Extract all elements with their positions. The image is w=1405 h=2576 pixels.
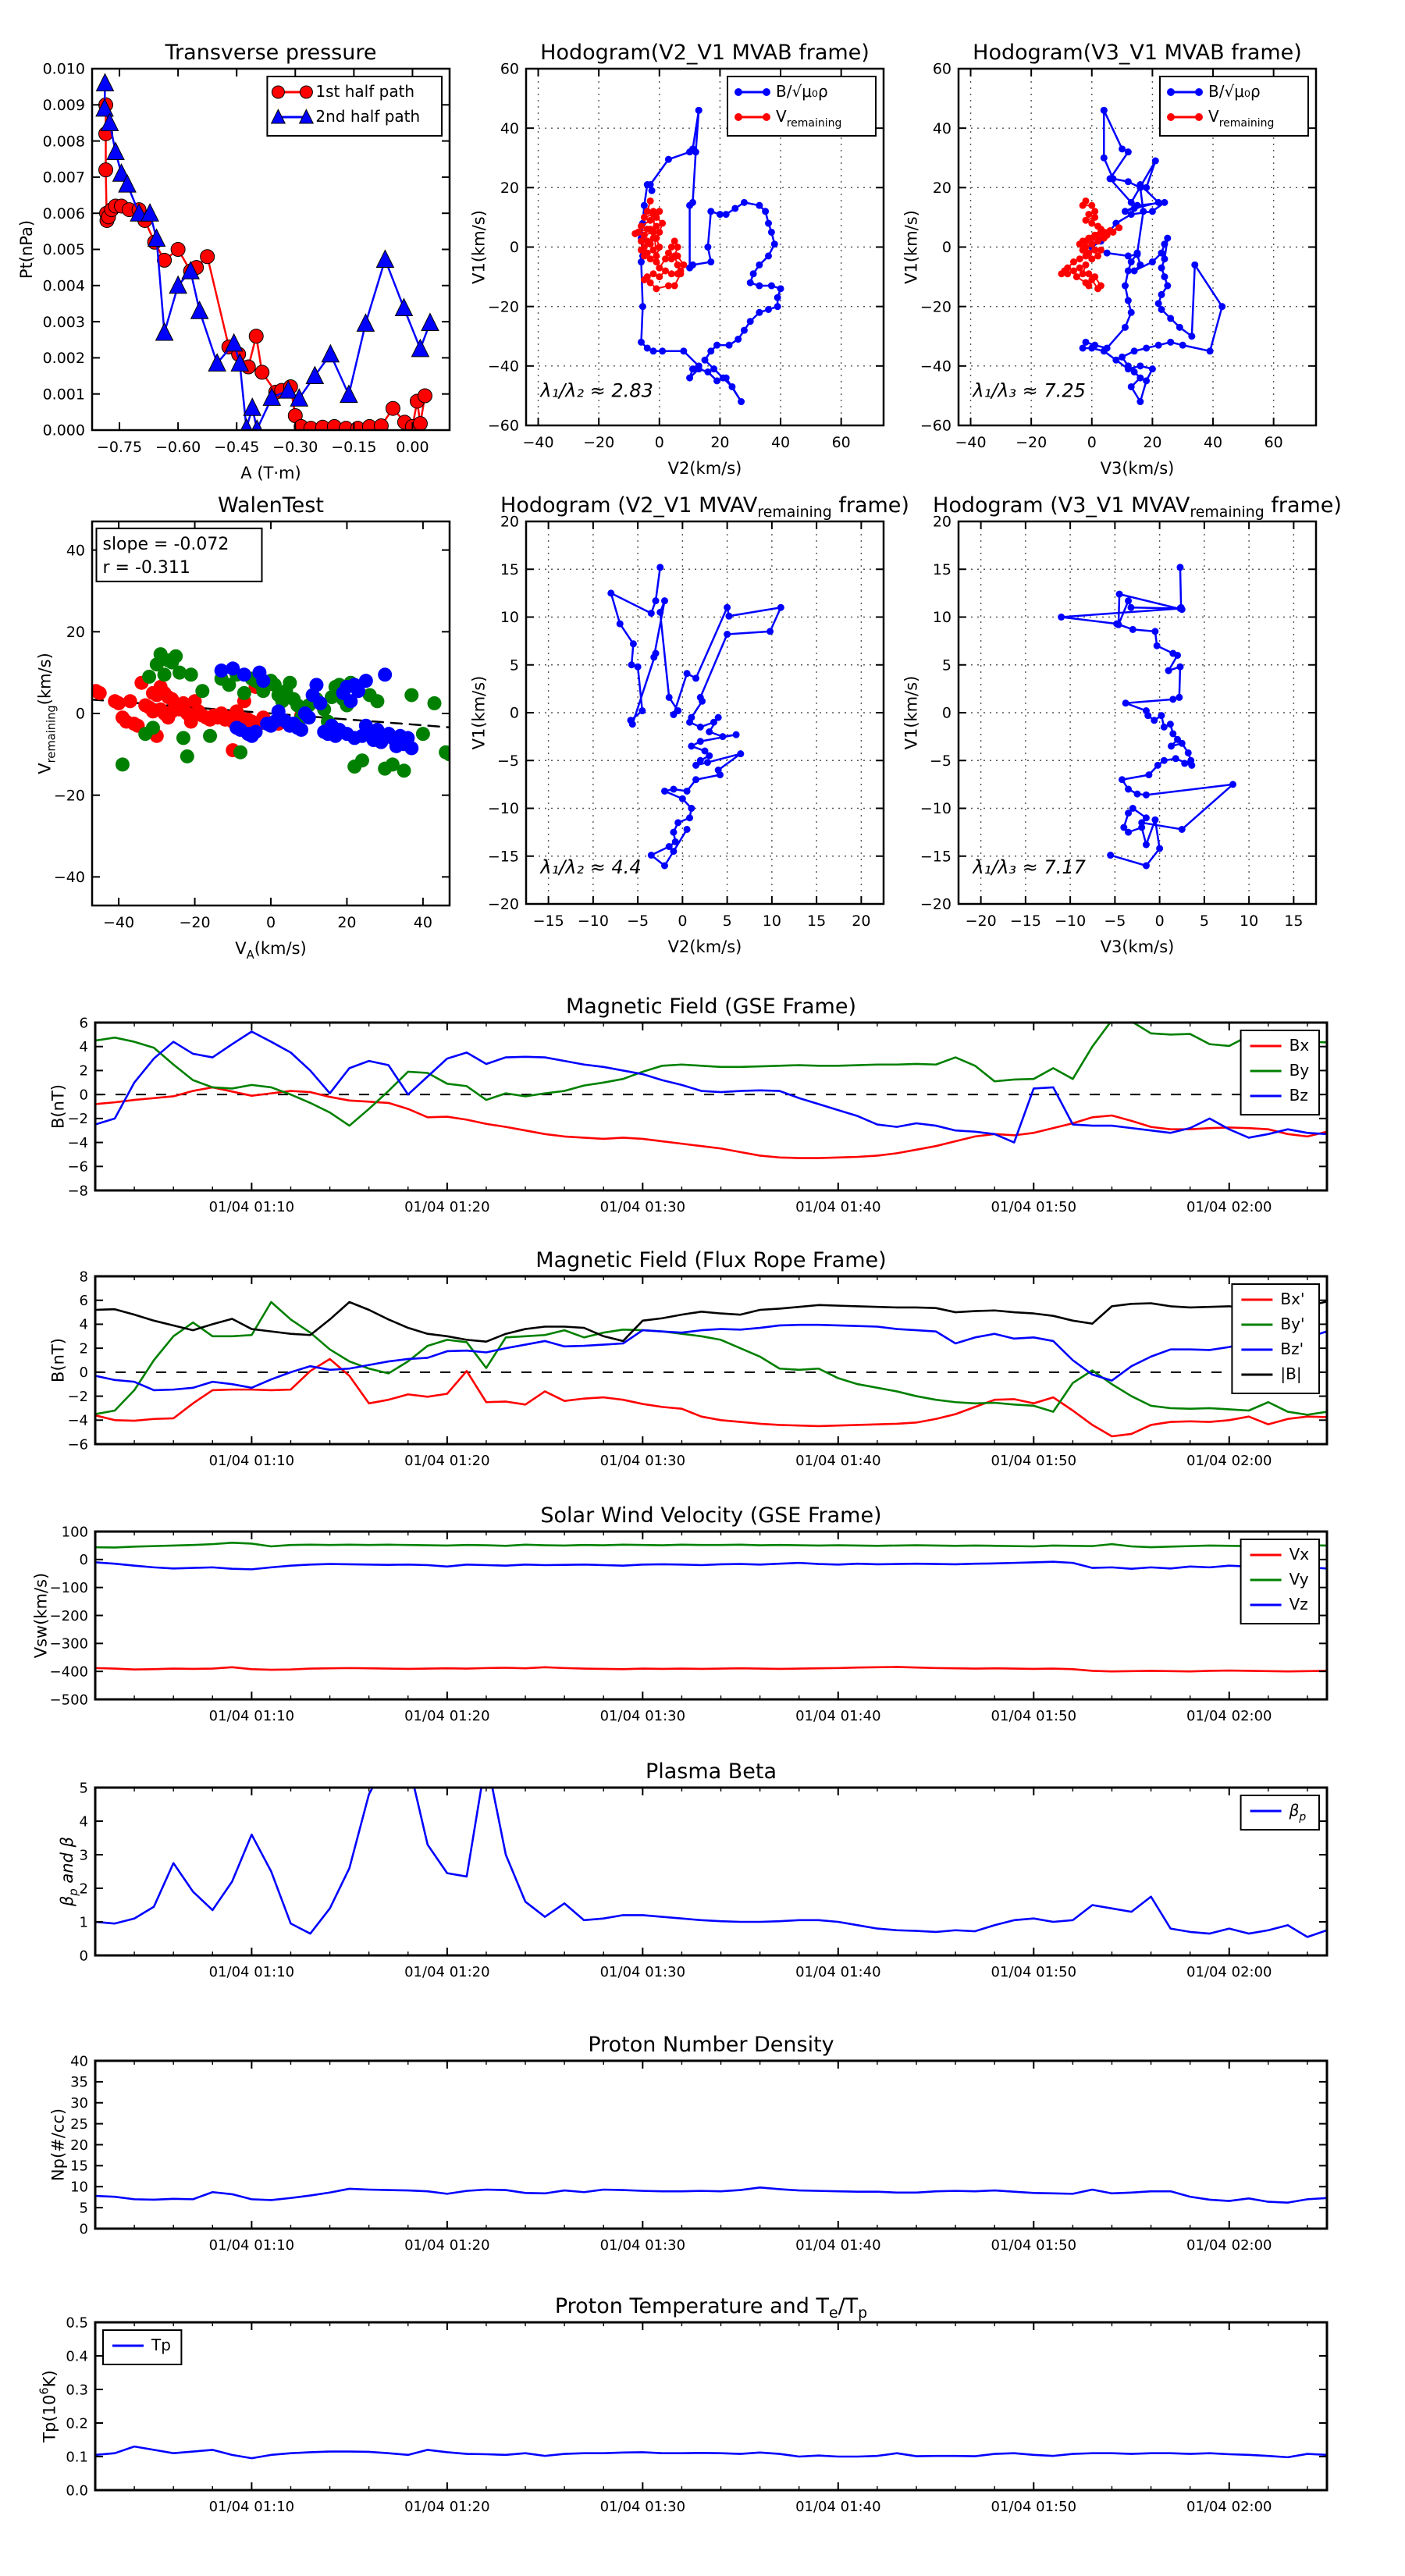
svg-text:5: 5: [79, 1780, 88, 1797]
hodogram-v2v1-mvab-ylabel: V1(km/s): [469, 210, 489, 284]
svg-text:01/04 01:50: 01/04 01:50: [991, 1199, 1077, 1215]
svg-text:6: 6: [79, 1293, 88, 1310]
svg-text:01/04 02:00: 01/04 02:00: [1186, 2499, 1272, 2515]
svg-text:35: 35: [70, 2074, 88, 2091]
svg-text:Bz: Bz: [1289, 1086, 1308, 1105]
svg-text:0: 0: [79, 1364, 88, 1382]
svg-text:01/04 01:50: 01/04 01:50: [991, 1453, 1077, 1469]
svg-text:0: 0: [1154, 913, 1165, 930]
magnetic-field-gse-ylabel: B(nT): [48, 1084, 68, 1129]
svg-text:2nd half path: 2nd half path: [315, 107, 421, 126]
svg-text:20: 20: [337, 914, 357, 931]
svg-text:20: 20: [710, 434, 730, 451]
svg-text:01/04 01:30: 01/04 01:30: [599, 2499, 686, 2515]
svg-text:0.2: 0.2: [66, 2415, 88, 2432]
svg-text:01/04 01:40: 01/04 01:40: [795, 1964, 881, 1980]
svg-text:40: 40: [413, 914, 432, 931]
magnetic-field-flux-rope-title: Magnetic Field (Flux Rope Frame): [535, 1248, 887, 1272]
proton-number-density-ylabel: Np(#/cc): [48, 2108, 68, 2182]
svg-text:−60: −60: [487, 417, 519, 435]
transverse-pressure-title: Transverse pressure: [165, 41, 377, 65]
svg-text:B/√μ₀ρ: B/√μ₀ρ: [776, 82, 828, 101]
svg-text:3: 3: [79, 1847, 88, 1864]
svg-text:15: 15: [807, 913, 827, 930]
svg-text:Bx: Bx: [1289, 1036, 1310, 1055]
svg-text:40: 40: [70, 2053, 88, 2070]
svg-text:0.1: 0.1: [66, 2449, 88, 2466]
svg-text:−0.75: −0.75: [96, 439, 143, 456]
proton-temperature-legend: [103, 2330, 181, 2364]
svg-text:λ₁/λ₂ ≈ 2.83: λ₁/λ₂ ≈ 2.83: [540, 379, 653, 402]
svg-text:0.001: 0.001: [42, 386, 85, 404]
svg-text:2: 2: [79, 1880, 88, 1898]
svg-text:−15: −15: [1009, 913, 1041, 930]
walen-test-title: WalenTest: [218, 493, 324, 518]
svg-text:0.010: 0.010: [42, 60, 85, 78]
hodogram-v3v1-mvav-xlabel: V3(km/s): [1100, 938, 1175, 956]
svg-text:60: 60: [831, 434, 851, 451]
svg-text:Vz: Vz: [1289, 1595, 1308, 1614]
svg-text:B/√μ₀ρ: B/√μ₀ρ: [1208, 82, 1261, 101]
svg-text:01/04 01:10: 01/04 01:10: [208, 2237, 295, 2254]
svg-text:1: 1: [79, 1914, 88, 1931]
svg-text:01/04 01:20: 01/04 01:20: [404, 2499, 490, 2515]
svg-text:−40: −40: [522, 434, 554, 451]
svg-text:−5: −5: [627, 913, 649, 930]
svg-text:−20: −20: [919, 895, 951, 913]
svg-text:slope = -0.072: slope = -0.072: [102, 534, 229, 554]
svg-text:−20: −20: [583, 434, 615, 451]
svg-text:01/04 01:40: 01/04 01:40: [795, 1708, 881, 1724]
svg-text:−15: −15: [532, 913, 564, 930]
plasma-beta-title: Plasma Beta: [645, 1759, 777, 1784]
magnetic-field-gse-title: Magnetic Field (GSE Frame): [565, 994, 857, 1019]
svg-text:0.0: 0.0: [66, 2482, 88, 2500]
svg-text:βp: $\beta_p$: [1289, 1801, 1307, 1823]
proton-temperature-title: Proton Temperature and $T_e/T_p$: [554, 2294, 868, 2322]
svg-text:−10: −10: [577, 913, 609, 930]
svg-text:0.005: 0.005: [42, 241, 85, 259]
svg-text:By': By': [1280, 1315, 1305, 1333]
svg-text:0.007: 0.007: [42, 169, 85, 187]
plasma-beta-ylabel: $\beta_p$ and β: [57, 1837, 80, 1906]
svg-text:01/04 02:00: 01/04 02:00: [1186, 1708, 1272, 1724]
svg-text:01/04 01:50: 01/04 01:50: [991, 2237, 1077, 2254]
svg-text:8: 8: [79, 1268, 88, 1286]
svg-text:0.002: 0.002: [42, 350, 85, 368]
svg-text:60: 60: [500, 60, 519, 78]
svg-text:−100: −100: [49, 1579, 88, 1596]
svg-text:01/04 01:40: 01/04 01:40: [795, 2499, 881, 2515]
svg-text:r = -0.311: r = -0.311: [102, 557, 190, 578]
proton-number-density-title: Proton Number Density: [588, 2033, 834, 2057]
svg-text:−400: −400: [49, 1663, 88, 1681]
svg-text:−20: −20: [1016, 434, 1048, 451]
svg-text:100: 100: [61, 1524, 88, 1541]
svg-text:−20: −20: [53, 787, 85, 805]
svg-text:−20: −20: [487, 895, 519, 913]
svg-text:01/04 01:30: 01/04 01:30: [599, 1453, 686, 1469]
svg-text:Vx: Vx: [1289, 1545, 1310, 1564]
svg-text:Vremaining: $V_{remaining}$: [1208, 107, 1275, 130]
transverse-pressure-ylabel: Pt(nPa): [17, 219, 37, 279]
svg-text:−10: −10: [919, 800, 951, 818]
svg-text:−40: −40: [487, 358, 519, 375]
svg-text:−20: −20: [487, 298, 519, 316]
svg-text:Bz': Bz': [1280, 1340, 1304, 1358]
svg-text:−6: −6: [67, 1158, 88, 1176]
svg-text:0.008: 0.008: [42, 133, 85, 151]
svg-text:2: 2: [79, 1340, 88, 1357]
svg-text:0.4: 0.4: [66, 2348, 88, 2365]
svg-text:5: 5: [941, 656, 951, 674]
svg-text:60: 60: [932, 60, 951, 78]
svg-text:4: 4: [79, 1316, 88, 1333]
svg-text:5: 5: [722, 913, 732, 930]
svg-text:0: 0: [509, 704, 519, 722]
svg-text:01/04 01:10: 01/04 01:10: [208, 1964, 295, 1980]
magnetic-field-flux-rope-ylabel: B(nT): [48, 1338, 68, 1382]
hodogram-v3v1-mvab-xlabel: V3(km/s): [1100, 459, 1175, 478]
svg-text:01/04 01:40: 01/04 01:40: [795, 1453, 881, 1469]
svg-text:−0.30: −0.30: [272, 439, 318, 456]
svg-text:20: 20: [70, 2137, 88, 2154]
svg-text:01/04 01:30: 01/04 01:30: [599, 1964, 686, 1980]
svg-text:40: 40: [1203, 434, 1223, 451]
svg-text:4: 4: [79, 1813, 88, 1831]
hodogram-v2v1-mvab-xlabel: V2(km/s): [667, 459, 742, 478]
hodogram-v3v1-mvab-title: Hodogram(V3_V1 MVAB frame): [973, 41, 1302, 65]
svg-text:01/04 02:00: 01/04 02:00: [1186, 2237, 1272, 2254]
svg-text:20: 20: [852, 913, 871, 930]
svg-text:0: 0: [678, 913, 688, 930]
svg-text:λ₁/λ₃ ≈ 7.25: λ₁/λ₃ ≈ 7.25: [973, 379, 1086, 402]
svg-text:60: 60: [1264, 434, 1283, 451]
svg-text:20: 20: [66, 623, 85, 641]
svg-text:−40: −40: [53, 869, 85, 887]
svg-text:01/04 01:50: 01/04 01:50: [991, 1708, 1077, 1724]
svg-text:01/04 01:40: 01/04 01:40: [795, 2237, 881, 2254]
svg-text:−15: −15: [487, 848, 519, 866]
svg-text:−40: −40: [919, 358, 951, 375]
hodogram-v2v1-mvab-title: Hodogram(V2_V1 MVAB frame): [540, 41, 870, 65]
svg-text:0: 0: [941, 704, 951, 722]
svg-text:−2: −2: [67, 1388, 88, 1405]
solar-wind-velocity-ylabel: Vsw(km/s): [31, 1572, 51, 1659]
svg-text:01/04 02:00: 01/04 02:00: [1186, 1199, 1272, 1215]
svg-text:Vremaining: $V_{remaining}$: [776, 107, 842, 130]
svg-text:0.5: 0.5: [66, 2314, 88, 2332]
svg-text:|B|: |B|: [1280, 1364, 1302, 1383]
svg-text:20: 20: [932, 179, 951, 197]
svg-text:Tp: Tp: [151, 2336, 171, 2354]
svg-text:0: 0: [79, 1948, 88, 1965]
svg-text:40: 40: [770, 434, 791, 451]
svg-text:−0.60: −0.60: [155, 439, 201, 456]
svg-text:0: 0: [509, 239, 519, 257]
solar-wind-velocity-title: Solar Wind Velocity (GSE Frame): [540, 1503, 882, 1528]
svg-text:−20: −20: [919, 298, 951, 316]
svg-text:01/04 01:20: 01/04 01:20: [404, 2237, 490, 2254]
svg-text:20: 20: [500, 179, 519, 197]
svg-text:0: 0: [265, 914, 276, 931]
svg-text:−4: −4: [67, 1134, 88, 1151]
svg-text:01/04 01:10: 01/04 01:10: [208, 1199, 295, 1215]
svg-text:0.3: 0.3: [66, 2382, 88, 2399]
svg-text:01/04 01:30: 01/04 01:30: [599, 1708, 686, 1724]
svg-text:λ₁/λ₂ ≈ 4.4: λ₁/λ₂ ≈ 4.4: [540, 856, 642, 878]
hodogram-v3v1-mvab-ylabel: V1(km/s): [902, 210, 921, 284]
svg-text:01/04 01:20: 01/04 01:20: [404, 1964, 490, 1980]
svg-text:Bx': Bx': [1280, 1290, 1305, 1308]
svg-text:40: 40: [66, 542, 85, 560]
svg-text:10: 10: [762, 913, 781, 930]
svg-text:0.004: 0.004: [42, 277, 85, 295]
svg-text:15: 15: [70, 2158, 88, 2175]
svg-text:2: 2: [79, 1062, 88, 1080]
svg-text:−40: −40: [955, 434, 987, 451]
svg-text:10: 10: [1240, 913, 1259, 930]
svg-text:−0.45: −0.45: [214, 439, 260, 456]
walen-test-ylabel: $V_{remaining}(km/s)$: [35, 653, 59, 774]
svg-text:−0.15: −0.15: [331, 439, 377, 456]
svg-text:0: 0: [79, 1087, 88, 1104]
proton-temperature-series: [95, 2446, 1327, 2458]
svg-text:0: 0: [79, 1552, 88, 1569]
svg-text:01/04 02:00: 01/04 02:00: [1186, 1453, 1272, 1469]
svg-text:1st half path: 1st half path: [315, 82, 415, 101]
svg-text:0.009: 0.009: [42, 96, 85, 114]
svg-text:40: 40: [500, 119, 519, 137]
svg-text:−5: −5: [929, 752, 951, 770]
hodogram-v2v1-mvav-ylabel: V1(km/s): [469, 675, 489, 750]
svg-text:−40: −40: [103, 914, 135, 931]
svg-text:01/04 01:50: 01/04 01:50: [991, 2499, 1077, 2515]
svg-text:40: 40: [932, 119, 951, 137]
svg-text:0: 0: [941, 239, 951, 257]
svg-text:Vy: Vy: [1289, 1570, 1309, 1589]
svg-text:15: 15: [1284, 913, 1304, 930]
svg-text:−20: −20: [179, 914, 211, 931]
svg-text:01/04 01:40: 01/04 01:40: [795, 1199, 881, 1215]
svg-text:4: 4: [79, 1039, 88, 1056]
hodogram-v2v1-mvav-xlabel: V2(km/s): [667, 938, 742, 956]
svg-text:20: 20: [500, 513, 519, 531]
svg-text:20: 20: [1143, 434, 1162, 451]
svg-text:0.000: 0.000: [42, 422, 85, 439]
svg-text:01/04 01:50: 01/04 01:50: [991, 1964, 1077, 1980]
svg-text:10: 10: [500, 609, 519, 627]
svg-text:5: 5: [79, 2200, 88, 2217]
svg-text:0: 0: [654, 434, 664, 451]
svg-text:0: 0: [79, 2221, 88, 2238]
svg-text:01/04 01:30: 01/04 01:30: [599, 1199, 686, 1215]
svg-text:−2: −2: [67, 1111, 88, 1128]
svg-text:01/04 01:30: 01/04 01:30: [599, 2237, 686, 2254]
svg-text:−5: −5: [1104, 913, 1126, 930]
svg-text:10: 10: [70, 2179, 88, 2196]
hodogram-v3v1-mvav-title: Hodogram (V3_V1 $MVAV_{remaining}$ frame): [933, 493, 1342, 521]
svg-text:15: 15: [500, 560, 519, 578]
svg-text:0.006: 0.006: [42, 205, 85, 222]
svg-text:−500: −500: [49, 1692, 88, 1709]
proton-temperature-ylabel: $Tp(10^6K)$: [37, 2370, 59, 2443]
svg-text:01/04 02:00: 01/04 02:00: [1186, 1964, 1272, 1980]
svg-text:−6: −6: [67, 1436, 88, 1453]
svg-text:30: 30: [70, 2095, 88, 2112]
svg-text:0: 0: [1087, 434, 1097, 451]
svg-text:01/04 01:10: 01/04 01:10: [208, 1708, 295, 1724]
svg-text:−60: −60: [919, 417, 951, 435]
hodogram-v3v1-mvav-ylabel: V1(km/s): [902, 675, 921, 750]
svg-text:−200: −200: [49, 1607, 88, 1624]
svg-text:−4: −4: [67, 1412, 88, 1429]
svg-text:01/04 01:20: 01/04 01:20: [404, 1453, 490, 1469]
svg-text:0.003: 0.003: [42, 313, 85, 331]
svg-text:−20: −20: [965, 913, 997, 930]
svg-text:5: 5: [1199, 913, 1209, 930]
transverse-pressure-xlabel: A (T·m): [240, 464, 301, 482]
svg-text:0: 0: [75, 705, 85, 723]
svg-text:01/04 01:20: 01/04 01:20: [404, 1708, 490, 1724]
svg-text:10: 10: [932, 609, 951, 627]
svg-text:15: 15: [932, 560, 951, 578]
svg-text:01/04 01:10: 01/04 01:10: [208, 2499, 295, 2515]
svg-text:0.00: 0.00: [396, 439, 429, 456]
svg-text:−8: −8: [67, 1183, 88, 1200]
svg-text:λ₁/λ₃ ≈ 7.17: λ₁/λ₃ ≈ 7.17: [973, 856, 1086, 878]
svg-text:5: 5: [509, 656, 519, 674]
hodogram-v2v1-mvav-title: Hodogram (V2_V1 $MVAV_{remaining}$ frame): [500, 493, 909, 521]
svg-text:−10: −10: [487, 800, 519, 818]
walen-test-xlabel: $V_A(km/s)$: [235, 939, 307, 962]
svg-text:01/04 01:20: 01/04 01:20: [404, 1199, 490, 1215]
svg-text:−5: −5: [496, 752, 519, 770]
svg-text:By: By: [1289, 1061, 1310, 1080]
svg-text:6: 6: [79, 1015, 88, 1032]
svg-text:−300: −300: [49, 1635, 88, 1653]
svg-text:25: 25: [70, 2115, 88, 2133]
svg-text:−10: −10: [1055, 913, 1087, 930]
svg-text:20: 20: [932, 513, 951, 531]
svg-text:01/04 01:10: 01/04 01:10: [208, 1453, 295, 1469]
svg-text:−15: −15: [919, 848, 951, 866]
